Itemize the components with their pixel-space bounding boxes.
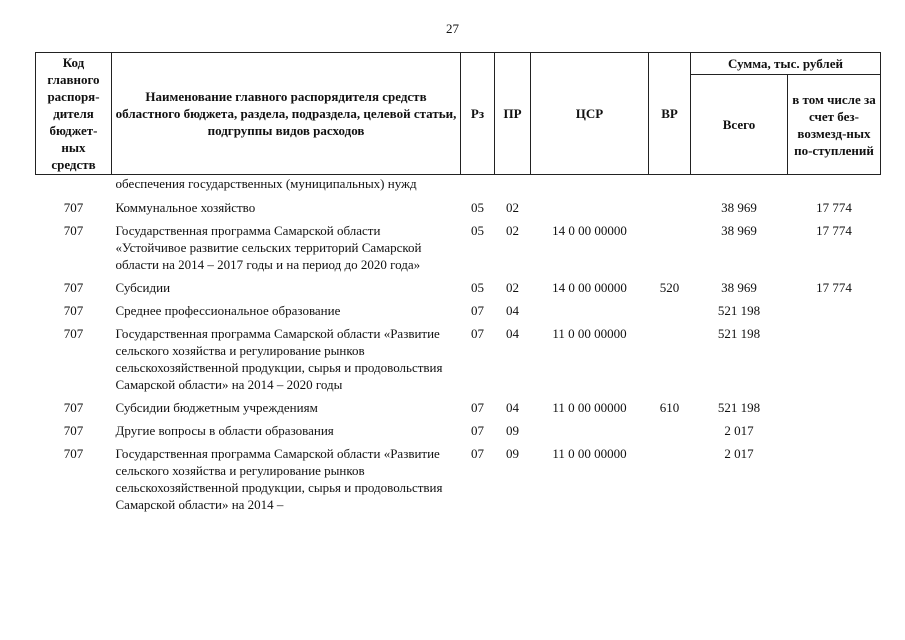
cell-code: 707 [63,303,84,318]
cell-total: 521 198 [717,303,761,318]
table-row [36,196,881,219]
cell-code: 707 [63,423,84,438]
cell-rz: 05 [471,223,484,238]
cell-vr: 610 [659,400,680,415]
cell-code: 707 [63,446,84,461]
cell-rz: 07 [471,303,484,318]
cell-code: 707 [63,223,84,238]
table-row [36,299,881,322]
cell-total [691,175,788,197]
cell-rz: 05 [471,280,484,295]
header-csr: ЦСР [531,53,649,175]
cell-csr [531,419,649,442]
cell-name: Государственная программа Самарской области «Устойчивое развитие сельских территорий Самарской области на 2014 – 2017 годы и на период до 2020 года» [115,223,422,272]
cell-pr: 09 [506,446,519,461]
cell-csr [531,299,649,322]
cell-name: Субсидии бюджетным учреждениям [115,400,318,415]
cell-csr [531,175,649,197]
header-rz: Рз [461,53,495,175]
cell-code: 707 [63,200,84,215]
cell-rz [461,175,495,197]
cell-pr: 02 [506,223,519,238]
cell-free: 17 774 [816,223,852,238]
cell-total: 521 198 [717,326,761,341]
table-row [36,396,881,419]
cell-vr [649,196,691,219]
header-code: Код главного распоря-дителя бюджет-ных средств [36,53,112,175]
header-name: Наименование главного распорядителя средств областного бюджета, раздела, подраздела, целевой статьи, подгруппы видов расходов [112,53,461,175]
cell-vr [649,175,691,197]
cell-total: 38 969 [721,223,757,238]
cell-vr: 520 [659,280,680,295]
cell-free [788,175,881,197]
cell-code: 707 [63,326,84,341]
cell-pr [495,175,531,197]
cell-free [788,419,881,442]
cell-free [788,442,881,516]
table-row [36,442,881,516]
cell-code: 707 [63,280,84,295]
header-total: Всего [691,75,788,175]
cell-rz: 07 [471,326,484,341]
header-free: в том числе за счет без-возмезд-ных по-ступлений [788,75,881,175]
cell-name: Государственная программа Самарской области «Развитие сельского хозяйства и регулирование рынков сельскохозяйственной продукции, сырья и продовольствия Самарской области» на 2014 – 2020 годы [115,326,443,392]
cell-free [788,322,881,396]
cell-total: 2 017 [724,446,754,461]
cell-pr: 04 [506,326,519,341]
page-number: 27 [446,21,459,36]
cell-free [788,396,881,419]
table-row [36,276,881,299]
cell-rz: 07 [471,400,484,415]
budget-table [35,52,881,516]
cell-name: Государственная программа Самарской области «Развитие сельского хозяйства и регулирование рынков сельскохозяйственной продукции, сырья и продовольствия Самарской области» на 2014 – [115,446,443,512]
cell-code [36,175,112,197]
cell-name: Среднее профессиональное образование [115,303,341,318]
cell-name: Другие вопросы в области образования [115,423,334,438]
cell-pr: 09 [506,423,519,438]
cell-vr [649,322,691,396]
cell-csr: 11 0 00 00000 [552,326,627,341]
cell-csr: 14 0 00 00000 [552,280,627,295]
cell-pr: 04 [506,303,519,318]
header-vr: ВР [649,53,691,175]
table-row [36,322,881,396]
cell-csr [531,196,649,219]
cell-name: обеспечения государственных (муниципальных) нужд [115,176,417,191]
cell-total: 38 969 [721,200,757,215]
table-row [36,175,881,197]
cell-rz: 05 [471,200,484,215]
cell-csr: 11 0 00 00000 [552,446,627,461]
cell-name: Субсидии [115,280,171,295]
table-row [36,219,881,276]
cell-name: Коммунальное хозяйство [115,200,256,215]
cell-code: 707 [63,400,84,415]
cell-free [788,299,881,322]
cell-vr [649,419,691,442]
cell-free: 17 774 [816,280,852,295]
cell-free: 17 774 [816,200,852,215]
cell-pr: 02 [506,280,519,295]
cell-vr [649,442,691,516]
cell-pr: 02 [506,200,519,215]
cell-csr: 11 0 00 00000 [552,400,627,415]
cell-vr [649,219,691,276]
header-sum: Сумма, тыс. рублей [691,53,881,75]
header-pr: ПР [495,53,531,175]
table-row [36,419,881,442]
cell-total: 2 017 [724,423,754,438]
cell-rz: 07 [471,446,484,461]
cell-total: 521 198 [717,400,761,415]
cell-vr [649,299,691,322]
cell-total: 38 969 [721,280,757,295]
cell-rz: 07 [471,423,484,438]
cell-pr: 04 [506,400,519,415]
cell-csr: 14 0 00 00000 [552,223,627,238]
